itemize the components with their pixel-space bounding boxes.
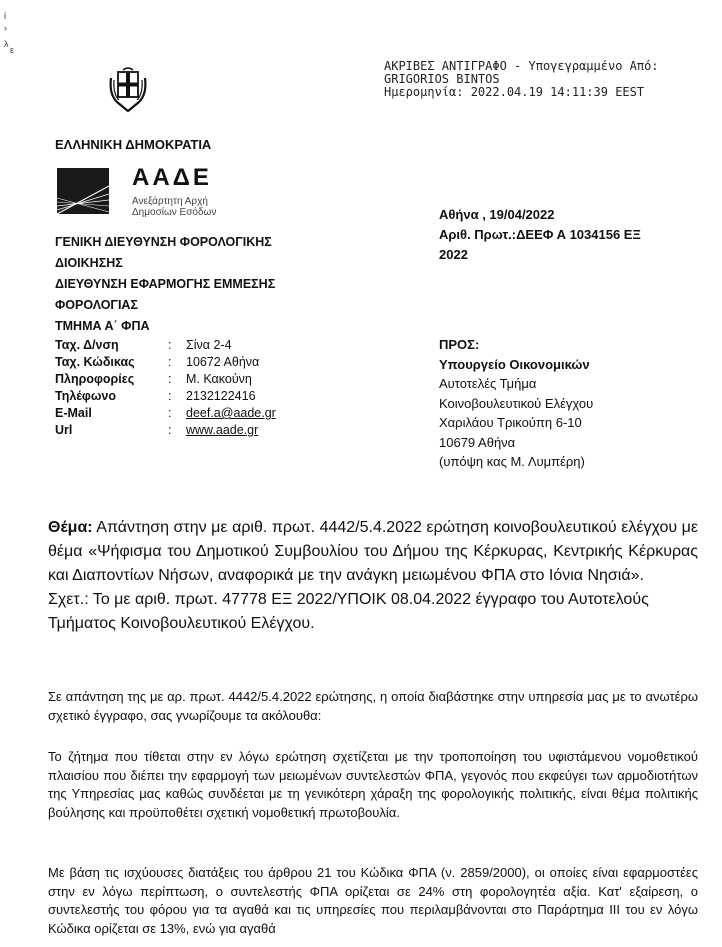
aade-logo-icon bbox=[55, 166, 111, 216]
contact-details bbox=[55, 337, 276, 439]
date-protocol-block: Αθήνα , 19/04/2022 Αριθ. Πρωτ.:ΔΕΕΦ Α 1034156 ΕΞ 2022 bbox=[439, 205, 689, 265]
aade-subtitle: Ανεξάρτητη Αρχή Δημοσίων Εσόδων bbox=[132, 196, 217, 218]
contact-row-address: Ταχ. Δ/νση : Σίνα 2-4 bbox=[55, 338, 232, 352]
subject-label: Θέμα: bbox=[48, 519, 93, 536]
recipient-name: Υπουργείο Οικονομικών bbox=[439, 356, 590, 372]
greek-emblem-icon bbox=[103, 64, 153, 114]
subject-block bbox=[48, 516, 698, 636]
margin-marks: ί › λ ε bbox=[4, 11, 15, 55]
body-paragraph-2: Το ζήτημα που τίθεται στην εν λόγω ερώτηση σχετίζεται με την τροποποίηση του υφιστάμενου νομοθετικού πλαισίου που διέπει την εφαρμογή των μειωμένων συντελεστών ΦΠΑ, γεγονός που εκφεύγει των αρμοδιοτήτων της Υπηρεσίας μας καθώς συνδέεται με τη γενικότερη χάραξη της φορολογικής πολιτικής, είναι θέμα πολιτικής βούλησης και προϋποθέτει σχετική νομοθετική πρωτοβουλία. bbox=[48, 749, 698, 820]
contact-row-info: Πληροφορίες : Μ. Κακούνη bbox=[55, 372, 252, 386]
date-line: Αθήνα , 19/04/2022 bbox=[439, 207, 555, 222]
contact-row-postcode: Ταχ. Κώδικας : 10672 Αθήνα bbox=[55, 355, 260, 369]
email-link[interactable]: deef.a@aade.gr bbox=[186, 406, 276, 420]
subject-paragraph: Θέμα: Απάντηση στην με αριθ. πρωτ. 4442/5.4.2022 ερώτηση κοινοβουλευτικού ελέγχου με θέμα «Ψήφισμα του Δημοτικού Συμβουλίου του Δήμου της Κέρκυρας, Κεντρικής Κέρκυρας και Διαποντίων Νήσων, αναφορικά με την ανάγκη μειωμένου ΦΠΑ στο Ιόνια Νησιά». bbox=[48, 519, 698, 584]
signature-name: GRIGORIOS BINTOS bbox=[384, 72, 500, 86]
contact-row-phone: Τηλέφωνο : 2132122416 bbox=[55, 389, 256, 403]
protocol-number: Αριθ. Πρωτ.:ΔΕΕΦ Α 1034156 ΕΞ bbox=[439, 227, 641, 242]
contact-row-url: Url : www.aade.gr bbox=[55, 423, 259, 437]
republic-heading: ΕΛΛΗΝΙΚΗ ΔΗΜΟΚΡΑΤΙΑ bbox=[55, 137, 212, 152]
body-paragraph-3: Με βάση τις ισχύουσες διατάξεις του άρθρου 21 του Κώδικα ΦΠΑ (ν. 2859/2000), οι οποίες είναι εφαρμοστέες στην εν λόγω περίπτωση, ο συντελεστής ΦΠΑ ορίζεται σε 24% στη φορολογητέα αξία. Κατ' εξαίρεση, ο συντελεστής του φόρου για τα αγαθά και τις υπηρεσίες που περιλαμβάνονται στο Παράρτημα ΙΙΙ του εν λόγω Κώδικα ορίζεται σε 13%, ενώ για αγαθά bbox=[48, 865, 698, 936]
body-paragraph-1: Σε απάντηση της με αρ. πρωτ. 4442/5.4.2022 ερώτησης, η οποία διαβάστηκε στην υπηρεσία μας με το ανωτέρω σχετικό έγγραφο, σας γνωρίζουμε τα ακόλουθα: bbox=[48, 689, 698, 723]
contact-row-email: E-Mail : deef.a@aade.gr bbox=[55, 406, 276, 420]
website-link[interactable]: www.aade.gr bbox=[186, 423, 259, 437]
aade-title: ΑΑΔΕ bbox=[132, 164, 212, 191]
issuing-authority: ΓΕΝΙΚΗ ΔΙΕΥΘΥΝΣΗ ΦΟΡΟΛΟΓΙΚΗΣ ΔΙΟΙΚΗΣΗΣ ΔΙΕΥΘΥΝΣΗ ΕΦΑΡΜΟΓΗΣ ΕΜΜΕΣΗΣ ΦΟΡΟΛΟΓΙΑΣ ΤΜΗΜΑ Α΄ ΦΠΑ bbox=[55, 235, 276, 333]
digital-signature-stamp bbox=[384, 60, 659, 99]
signature-line: ΑΚΡΙΒΕΣ ΑΝΤΙΓΡΑΦΟ - Υπογεγραμμένο Από: bbox=[384, 59, 659, 73]
signature-date: Ημερομηνία: 2022.04.19 14:11:39 EEST bbox=[384, 85, 645, 99]
related-label: Σχετ.: bbox=[48, 591, 89, 608]
recipient-label: ΠΡΟΣ: bbox=[439, 337, 480, 352]
recipient-block: ΠΡΟΣ: Υπουργείο Οικονομικών Αυτοτελές Τμήμα Κοινοβουλευτικού Ελέγχου Χαριλάου Τρικούπη 6-10 10679 Αθήνα (υπόψη κας Μ. Λυμπέρη) bbox=[439, 335, 699, 472]
related-paragraph: Σχετ.: Το με αριθ. πρωτ. 47778 ΕΞ 2022/ΥΠΟΙΚ 08.04.2022 έγγραφο του Αυτοτελούς Τμήματος Κοινοβουλευτικού Ελέγχου. bbox=[48, 591, 649, 632]
